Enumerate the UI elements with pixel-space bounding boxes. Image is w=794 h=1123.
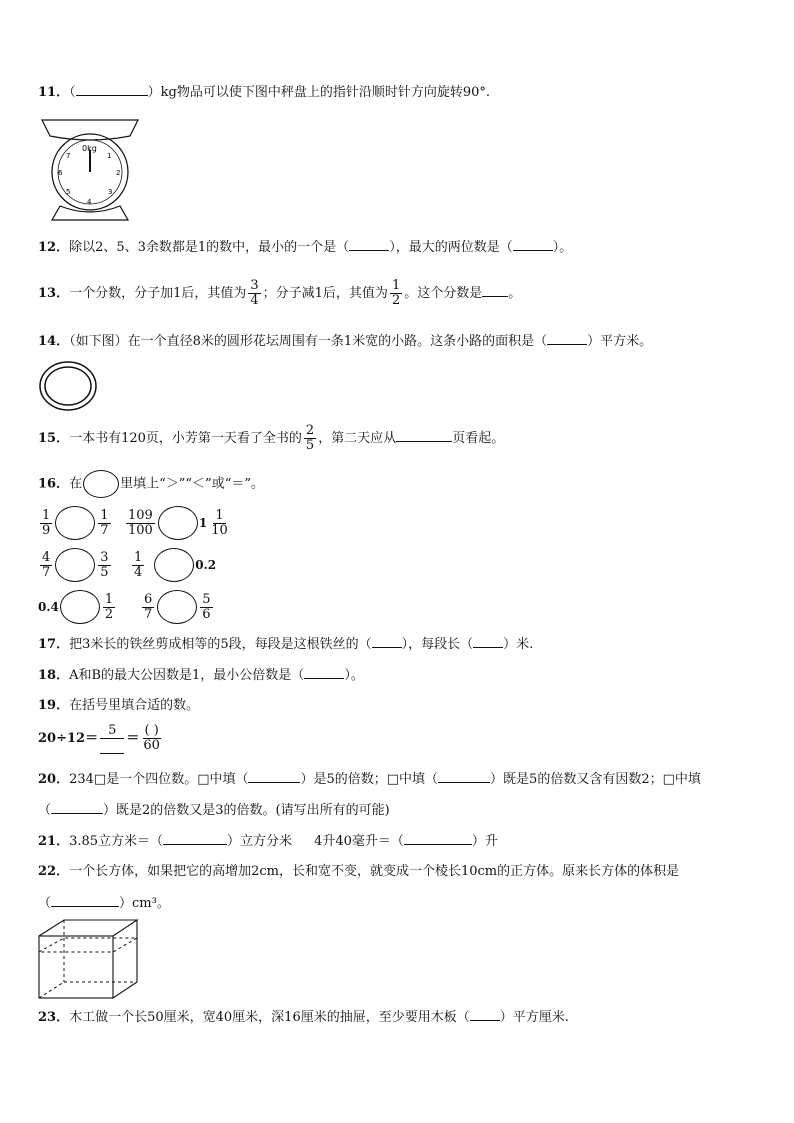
answer-blank[interactable] (438, 770, 490, 783)
question-text: （ (38, 896, 52, 911)
question-number: 11． (38, 85, 70, 100)
answer-blank[interactable] (482, 284, 508, 297)
fraction (100, 724, 124, 754)
compare-oval[interactable] (55, 506, 95, 540)
dial-label: 6 (58, 169, 63, 177)
ring-icon (38, 360, 98, 412)
question-number: 19． (38, 698, 70, 713)
answer-blank[interactable] (76, 83, 148, 96)
question-20-line2 (38, 801, 390, 820)
compare-oval[interactable] (154, 548, 194, 582)
question-22-line2 (38, 894, 170, 913)
decimal-value: 0.2 (195, 558, 217, 572)
question-text: ）米. (503, 637, 534, 652)
compare-item (38, 506, 113, 540)
compare-oval[interactable] (60, 590, 100, 624)
dial-label: 1 (107, 152, 112, 160)
denominator: 5 (100, 564, 109, 580)
compare-oval (83, 470, 119, 498)
question-text: 把3米长的铁丝剪成相等的5段，每段是这根铁丝的（ (69, 637, 372, 652)
denominator: 100 (128, 522, 153, 538)
question-17 (38, 635, 533, 654)
compare-oval[interactable] (55, 548, 95, 582)
question-12 (38, 238, 572, 257)
equation-text: ＝ (126, 731, 140, 746)
compare-item (38, 548, 113, 582)
fraction (40, 551, 52, 580)
answer-blank[interactable] (473, 635, 503, 648)
denominator: 10 (211, 522, 228, 538)
dial-label: 4 (87, 198, 92, 206)
dial-label: 5 (66, 188, 71, 196)
compare-oval[interactable] (157, 590, 197, 624)
fraction (98, 509, 110, 538)
answer-blank[interactable] (470, 1008, 500, 1021)
numerator: 6 (144, 591, 153, 607)
question-text: 页看起。 (452, 431, 505, 446)
compare-item (38, 590, 117, 624)
denominator: 5 (305, 438, 315, 453)
question-text: ）平方厘米. (499, 1010, 569, 1025)
answer-blank[interactable] (349, 238, 389, 251)
question-number: 23． (38, 1010, 70, 1025)
numerator: 2 (305, 423, 315, 438)
compare-item (124, 506, 232, 540)
dial-label: 7 (66, 152, 71, 160)
numerator: 1 (134, 549, 143, 565)
numerator: 1 (391, 278, 401, 293)
answer-blank[interactable] (163, 832, 227, 845)
denominator: 2 (104, 606, 114, 622)
denominator: 9 (42, 522, 51, 538)
fraction (390, 279, 402, 308)
question-text: 4升40毫升＝（ (314, 834, 404, 849)
numerator: 1 (100, 507, 109, 523)
denominator: 7 (144, 606, 153, 622)
question-text: A和B的最大公因数是1，最小公倍数是（ (69, 668, 305, 683)
dial-label-0kg: 0kg (82, 144, 97, 153)
question-text: （如下图）在一个直径8米的圆形花坛周围有一条1米宽的小路。这条小路的面积是（ (69, 334, 548, 349)
question-15 (38, 424, 504, 454)
fraction (200, 593, 212, 622)
numerator: ( ) (144, 723, 159, 738)
answer-blank[interactable] (100, 739, 124, 754)
question-19-equation (38, 722, 164, 756)
question-text: ）。 (552, 240, 573, 255)
fraction (304, 424, 316, 453)
question-text: ）是5的倍数；□中填（ (300, 772, 439, 787)
question-text: 除以2、5、3余数都是1的数中，最小的一个是（ (69, 240, 350, 255)
fraction (209, 509, 230, 538)
fraction (126, 509, 155, 538)
question-number: 17． (38, 637, 70, 652)
whole-number: 1 (198, 516, 208, 530)
answer-blank[interactable] (248, 770, 300, 783)
question-text: 。 (508, 286, 522, 301)
question-text: 在 (69, 476, 83, 492)
compare-item (140, 590, 215, 624)
fraction (103, 593, 115, 622)
dial-label: 3 (108, 188, 113, 196)
question-23 (38, 1008, 569, 1027)
numerator: 4 (42, 549, 51, 565)
denominator: 7 (100, 522, 109, 538)
numerator: 1 (42, 507, 51, 523)
question-14 (38, 332, 652, 351)
question-number: 16． (38, 476, 70, 492)
question-number: 12． (38, 240, 70, 255)
question-text: （ (38, 803, 52, 818)
cuboid-diagram-icon (38, 918, 140, 1000)
numerator: 1 (104, 591, 114, 607)
kitchen-scale-icon (38, 114, 142, 222)
question-text: 。这个分数是 (404, 286, 483, 301)
question-text: ）升 (471, 834, 498, 849)
denominator: 4 (134, 564, 143, 580)
question-text: 木工做一个长50厘米，宽40厘米，深16厘米的抽屉，至少要用木板（ (69, 1010, 470, 1025)
question-text: ）。 (344, 668, 364, 683)
question-text: ）既是2的倍数又是3的倍数。(请写出所有的可能) (103, 803, 390, 818)
question-text: 里填上“＞”“＜”或“＝”。 (120, 476, 264, 492)
answer-blank[interactable] (547, 332, 587, 345)
answer-blank[interactable] (396, 429, 452, 442)
question-20 (38, 770, 701, 789)
answer-blank[interactable] (513, 238, 553, 251)
denominator: 60 (143, 738, 160, 753)
question-number: 21． (38, 834, 70, 849)
answer-blank[interactable] (51, 894, 119, 907)
answer-blank[interactable] (372, 635, 402, 648)
numerator: 3 (100, 549, 109, 565)
denominator: 7 (42, 564, 51, 580)
question-text: 3.85立方米＝（ (69, 834, 164, 849)
numerator: 1 (215, 507, 224, 523)
question-16 (38, 470, 264, 498)
paren-close: ） (147, 85, 161, 100)
question-number: 13． (38, 286, 70, 301)
question-number: 22． (38, 864, 70, 879)
numerator: 3 (250, 278, 259, 293)
question-text: ），最大的两位数是（ (389, 240, 513, 255)
paren-open: （ (69, 85, 76, 100)
denominator: 4 (250, 293, 259, 308)
question-text: ，第二天应从 (318, 431, 397, 446)
decimal-value: 0.4 (38, 600, 59, 614)
question-text: 一本书有120页，小芳第一天看了全书的 (69, 431, 302, 446)
question-text: 一个长方体，如果把它的高增加2cm，长和宽不变，就变成一个棱长10cm的正方体。原来长方体的体积是 (69, 864, 680, 879)
question-18 (38, 666, 364, 685)
question-text: 234□是一个四位数。□中填（ (69, 772, 249, 787)
question-number: 20． (38, 772, 70, 787)
fraction (132, 551, 144, 580)
question-text: 一个分数，分子加1后，其值为 (69, 286, 247, 301)
question-11 (38, 83, 490, 102)
question-text: ）立方分米 (227, 834, 293, 849)
fraction (248, 279, 260, 308)
fraction (141, 724, 162, 753)
question-text: ）平方米。 (587, 334, 653, 349)
fraction (40, 509, 52, 538)
numerator: 5 (100, 724, 124, 739)
question-number: 15． (38, 431, 70, 446)
question-text: ；分子减1后，其值为 (262, 286, 388, 301)
question-number: 14． (38, 334, 70, 349)
answer-blank[interactable] (51, 801, 103, 814)
question-21 (38, 832, 498, 851)
denominator: 6 (202, 606, 211, 622)
answer-blank[interactable] (304, 666, 344, 679)
fraction (98, 551, 110, 580)
question-19 (38, 697, 199, 715)
compare-item (130, 548, 216, 582)
question-text: ）既是5的倍数又含有因数2；□中填 (490, 772, 701, 787)
question-text: 在括号里填合适的数。 (69, 698, 200, 713)
question-22 (38, 863, 679, 881)
compare-oval[interactable] (158, 506, 198, 540)
answer-blank[interactable] (404, 832, 472, 845)
question-13 (38, 279, 521, 309)
numerator: 5 (202, 591, 211, 607)
numerator: 109 (128, 507, 153, 523)
denominator: 2 (391, 293, 401, 308)
equation-text: 20÷12＝ (38, 731, 99, 746)
question-number: 18． (38, 668, 70, 683)
dial-label: 2 (116, 169, 121, 177)
question-text: ）cm³。 (119, 896, 170, 911)
fraction (142, 593, 154, 622)
question-text: kg物品可以使下图中秤盘上的指针沿顺时针方向旋转90°. (160, 85, 490, 100)
question-text: ），每段长（ (401, 637, 474, 652)
